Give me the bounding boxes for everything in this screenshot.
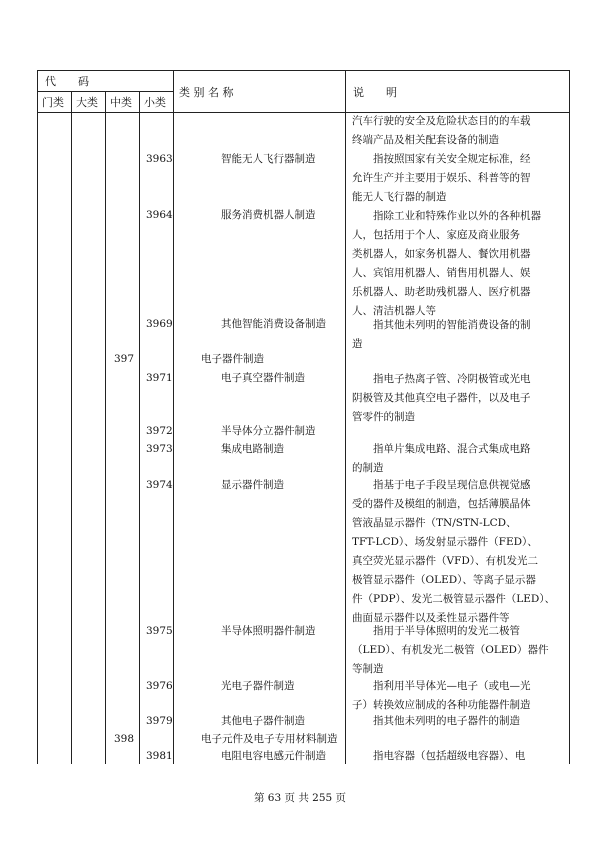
description-cell: 指电容器（包括超级电容器）、电 [352,750,526,762]
medium-code: 398 [114,733,135,745]
description-cell: 指电子热离子管、冷阴极管或光电 阴极管及其他真空电子器件，以及电子 管零件的制造 [352,373,531,423]
category-name: 其他电子器件制造 [221,715,305,727]
minor-code: 3963 [146,153,173,165]
table-left-border [37,70,38,764]
description-cell: 指其他未列明的电子器件的制造 [352,715,520,727]
category-name: 电阻电容电感元件制造 [221,750,326,762]
table-top-border [37,70,570,71]
minor-code: 3974 [146,479,173,491]
category-name: 电子元件及电子专用材料制造 [201,733,338,745]
category-name: 半导体分立器件制造 [221,425,316,437]
page-footer: 第 63 页 共 255 页 [253,792,347,804]
category-name: 电子器件制造 [201,353,264,365]
category-name: 显示器件制造 [221,479,284,491]
description-cell: 汽车行驶的安全及危险状态目的的车载 终端产品及相关配套设备的制造 [352,115,531,146]
table-right-border [569,70,570,764]
category-name: 电子真空器件制造 [221,372,305,384]
description-cell: 指利用半导体光—电子（或电—光 子）转换效应制成的各种功能器件制造 [352,680,531,711]
category-name: 半导体照明器件制造 [221,625,316,637]
col-divider-1 [71,91,72,764]
description-cell: 指其他未列明的智能消费设备的制 造 [352,319,531,350]
header-division: 门类 [42,96,64,109]
category-name: 其他智能消费设备制造 [221,318,326,330]
description-cell: 指基于电子手段呈现信息供视觉感 受的器件及模组的制造，包括薄膜晶体 管液晶显示器件（TN/STN-LCD、 TFT-LCD）、场发射显示器件（FED）、 真空荧光显示器件（VFD）、有机发光二 极管显示器件（OLED）、等离子显示器 件（PDP）、发光二极管显示器件（LED）、 曲面显示器件以及柔性显示器件等 [352,479,556,624]
description-cell: 指用于半导体照明的发光二极管 （LED）、有机发光二极管（OLED）器件 等制造 [352,625,549,675]
col-divider-4 [173,70,174,764]
minor-code: 3981 [146,750,173,762]
col-divider-3 [139,91,140,764]
category-name: 智能无人飞行器制造 [221,153,316,165]
description-cell: 指单片集成电路、混合式集成电路 的制造 [352,443,531,474]
header-minor: 小类 [144,96,166,109]
minor-code: 3971 [146,372,173,384]
minor-code: 3976 [146,680,173,692]
minor-code: 3975 [146,625,173,637]
header-major: 大类 [76,96,98,109]
minor-code: 3972 [146,425,173,437]
minor-code: 3964 [146,209,173,221]
description-cell: 指按照国家有关安全规定标准，经 允许生产并主要用于娱乐、科普等的智 能无人飞行器的制造 [352,153,531,203]
category-name: 光电子器件制造 [221,680,295,692]
col-divider-2 [105,91,106,764]
category-name: 集成电路制造 [221,443,284,455]
category-name: 服务消费机器人制造 [221,209,316,221]
col-divider-5 [345,70,346,764]
header-description: 说 明 [353,86,397,99]
minor-code: 3969 [146,318,173,330]
description-cell: 指除工业和特殊作业以外的各种机器 人，包括用于个人、家庭及商业服务 类机器人，如家务机器人、餐饮用机器 人、宾馆用机器人、销售用机器人、娱 乐机器人、助老助残机器人、医疗机器 人、清洁机器人等 [352,210,541,317]
classification-table [37,70,570,764]
medium-code: 397 [114,353,135,365]
header-medium: 中类 [110,96,132,109]
header-category-name: 类 别 名 称 [179,86,234,99]
minor-code: 3979 [146,715,173,727]
minor-code: 3973 [146,443,173,455]
code-header: 代 码 [45,75,89,88]
